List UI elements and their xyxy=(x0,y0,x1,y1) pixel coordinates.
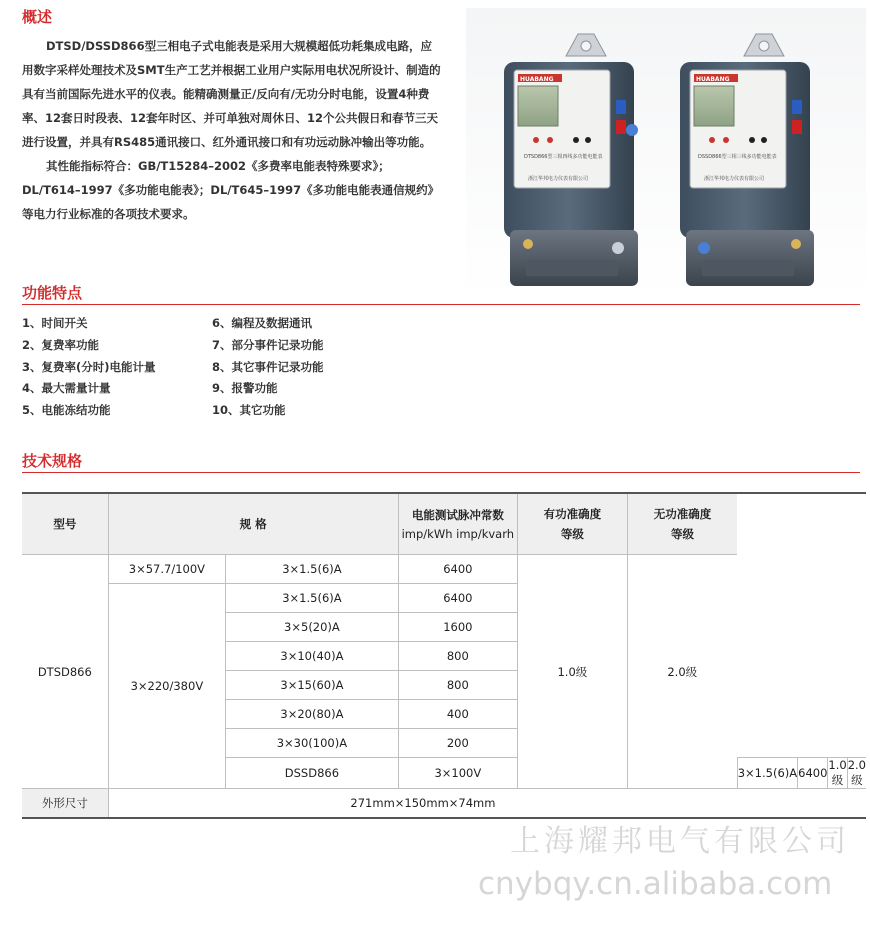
feature-item: 8、其它事件记录功能 xyxy=(212,359,324,374)
header-reactive xyxy=(627,493,737,555)
intro-paragraph-2: 其性能指标符合：GB/T15284–2002《多费率电能表特殊要求》；DL/T614–1997《多功能电能表》；DL/T645–1997《多功能电能表通信规约》等电力行业标准的各项技术要求。 xyxy=(22,159,440,221)
features-divider xyxy=(22,304,860,305)
feature-column-left xyxy=(22,313,212,422)
cell-pulse: 6400 xyxy=(398,555,517,584)
header-reactive-line1: 无功准确度 xyxy=(653,507,712,521)
section-title-overview: 概述 xyxy=(22,8,53,26)
table-row-size xyxy=(22,789,866,819)
header-pulse xyxy=(398,493,517,555)
feature-item: 3、复费率(分时)电能计量 xyxy=(22,359,156,374)
feature-item: 5、电能冻结功能 xyxy=(22,403,111,418)
cell-pulse: 6400 xyxy=(398,584,517,613)
cell-active-dtsd: 1.0级 xyxy=(517,555,627,789)
cell-voltage: 3×220/380V xyxy=(108,584,225,789)
header-pulse-line1: 电能测试脉冲常数 xyxy=(411,508,504,522)
feature-item: 9、报警功能 xyxy=(212,381,278,396)
meter-right-maker: 浙江华邦电力仪表有限公司 xyxy=(704,176,765,182)
cell-current: 3×20(80)A xyxy=(226,700,399,729)
cell-model-dssd: DSSD866 xyxy=(226,758,399,789)
cell-voltage: 3×57.7/100V xyxy=(108,555,225,584)
section-title-specs: 技术规格 xyxy=(22,452,83,470)
feature-item: 6、编程及数据通讯 xyxy=(212,316,313,330)
cell-current: 3×1.5(6)A xyxy=(737,758,797,789)
cell-size-label: 外形尺寸 xyxy=(22,789,108,819)
section-title-features: 功能特点 xyxy=(22,284,83,302)
header-reactive-line2: 等级 xyxy=(671,527,695,541)
cell-active-dssd: 1.0级 xyxy=(828,758,847,787)
cell-pulse: 800 xyxy=(398,642,517,671)
header-active xyxy=(517,493,627,555)
intro-text xyxy=(22,34,442,226)
meter-right-model: DSSD866型三相三线多功能电能表 xyxy=(698,154,777,160)
spec-table xyxy=(22,492,866,819)
meter-right xyxy=(680,34,814,286)
meter-left xyxy=(504,34,638,286)
cell-reactive-dssd: 2.0级 xyxy=(847,758,866,787)
feature-item: 7、部分事件记录功能 xyxy=(212,337,324,352)
meter-left-maker: 浙江华邦电力仪表有限公司 xyxy=(528,176,589,182)
cell-voltage: 3×100V xyxy=(398,758,517,789)
cell-current: 3×1.5(6)A xyxy=(226,555,399,584)
cell-current: 3×15(60)A xyxy=(226,671,399,700)
cell-pulse: 6400 xyxy=(798,758,828,789)
meter-right-brand: HUABANG xyxy=(696,76,730,83)
header-active-line2: 等级 xyxy=(560,527,584,541)
meter-left-brand: HUABANG xyxy=(520,76,554,83)
feature-column-right xyxy=(212,313,402,422)
cell-reactive-dtsd: 2.0级 xyxy=(627,555,737,789)
specs-divider xyxy=(22,472,860,473)
cell-pulse: 800 xyxy=(398,671,517,700)
cell-pulse: 400 xyxy=(398,700,517,729)
cell-size-value: 271mm×150mm×74mm xyxy=(108,789,737,819)
header-pulse-line2: imp/kWh imp/kvarh xyxy=(401,527,515,541)
feature-item: 1、时间开关 xyxy=(22,316,88,330)
cell-pulse: 1600 xyxy=(398,613,517,642)
cell-model-dtsd: DTSD866 xyxy=(22,555,108,789)
product-photo xyxy=(466,8,866,298)
cell-current: 3×30(100)A xyxy=(226,729,399,758)
watermark-company: 上海耀邦电气有限公司 xyxy=(510,824,850,859)
cell-current: 3×1.5(6)A xyxy=(226,584,399,613)
cell-current: 3×10(40)A xyxy=(226,642,399,671)
meter-left-model: DTSD866型三相四线多功能电能表 xyxy=(524,154,603,160)
feature-item: 4、最大需量计量 xyxy=(22,381,111,396)
header-model: 型号 xyxy=(22,493,108,555)
watermark-url: cnybqy.cn.alibaba.com xyxy=(478,866,833,902)
table-header-row xyxy=(22,493,866,555)
feature-item: 10、其它功能 xyxy=(212,403,286,418)
header-active-line1: 有功准确度 xyxy=(543,507,602,521)
cell-pulse: 200 xyxy=(398,729,517,758)
intro-paragraph-1: DTSD/DSSD866型三相电子式电能表是采用大规模超低功耗集成电路，应用数字采样处理技术及SMT生产工艺并根据工业用户实际用电状况所设计、制造的具有当前国际先进水平的仪表。能精确测量正/反向有/无功分时电能，设置4种费率、12套日时段表、12套年时区、并可单独对周休日、12个公共假日和春节三天进行设置，并具有RS485通讯接口、红外通讯接口和有功远动脉冲输出等功能。 xyxy=(22,39,441,149)
feature-item: 2、复费率功能 xyxy=(22,337,100,352)
table-row xyxy=(22,584,866,613)
header-spec: 规 格 xyxy=(108,493,398,555)
meters-image xyxy=(466,8,866,298)
cell-current: 3×5(20)A xyxy=(226,613,399,642)
table-row xyxy=(22,555,866,584)
